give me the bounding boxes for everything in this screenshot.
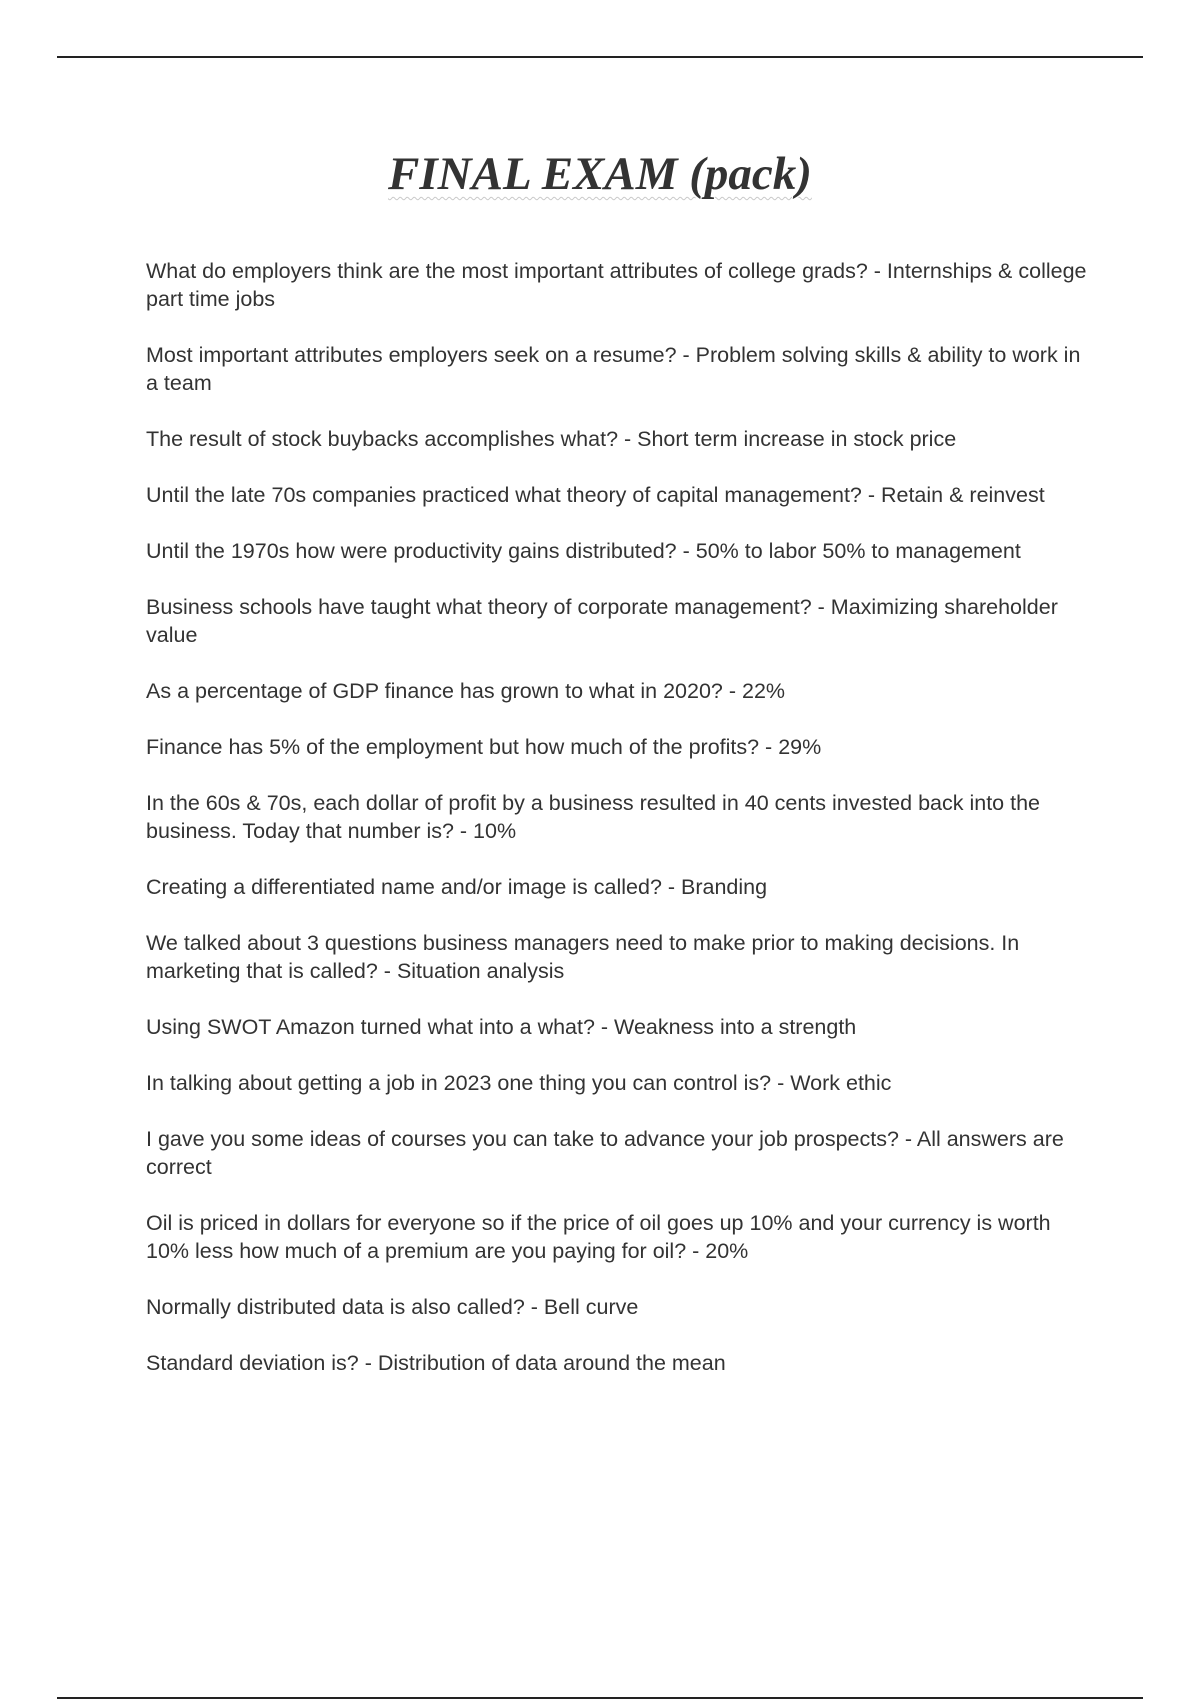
qa-list [146, 257, 1096, 1405]
qa-item: I gave you some ideas of courses you can take to advance your job prospects? - All answers are correct [146, 1127, 1064, 1179]
header-rule [57, 56, 1143, 58]
qa-item: Business schools have taught what theory of corporate management? - Maximizing shareholder value [146, 595, 1058, 647]
qa-item: Creating a differentiated name and/or image is called? - Branding [146, 875, 768, 899]
document-title [0, 146, 1200, 202]
qa-item: Standard deviation is? - Distribution of data around the mean [146, 1351, 726, 1375]
qa-item: Using SWOT Amazon turned what into a what? - Weakness into a strength [146, 1015, 857, 1039]
qa-item: In talking about getting a job in 2023 one thing you can control is? - Work ethic [146, 1071, 892, 1095]
qa-item: Finance has 5% of the employment but how much of the profits? - 29% [146, 735, 822, 759]
qa-item: We talked about 3 questions business managers need to make prior to making decisions. In marketing that is called? - Situation analysis [146, 931, 1020, 983]
qa-item: The result of stock buybacks accomplishes what? - Short term increase in stock price [146, 427, 957, 451]
qa-item: As a percentage of GDP finance has grown to what in 2020? - 22% [146, 679, 786, 703]
qa-item: Until the late 70s companies practiced what theory of capital management? - Retain & reinvest [146, 483, 1045, 507]
qa-item: Oil is priced in dollars for everyone so if the price of oil goes up 10% and your currency is worth 10% less how much of a premium are you paying for oil? - 20% [146, 1211, 1051, 1263]
qa-item: Most important attributes employers seek on a resume? - Problem solving skills & ability to work in a team [146, 343, 1081, 395]
footer-rule [57, 1697, 1143, 1699]
qa-item: Normally distributed data is also called? - Bell curve [146, 1295, 639, 1319]
document-title-text: FINAL EXAM (pack) [388, 148, 812, 200]
qa-item: Until the 1970s how were productivity gains distributed? - 50% to labor 50% to management [146, 539, 1021, 563]
qa-item: What do employers think are the most important attributes of college grads? - Internships & college part time jobs [146, 259, 1087, 311]
qa-item: In the 60s & 70s, each dollar of profit by a business resulted in 40 cents invested back into the business. Today that number is? - 10% [146, 791, 1040, 843]
